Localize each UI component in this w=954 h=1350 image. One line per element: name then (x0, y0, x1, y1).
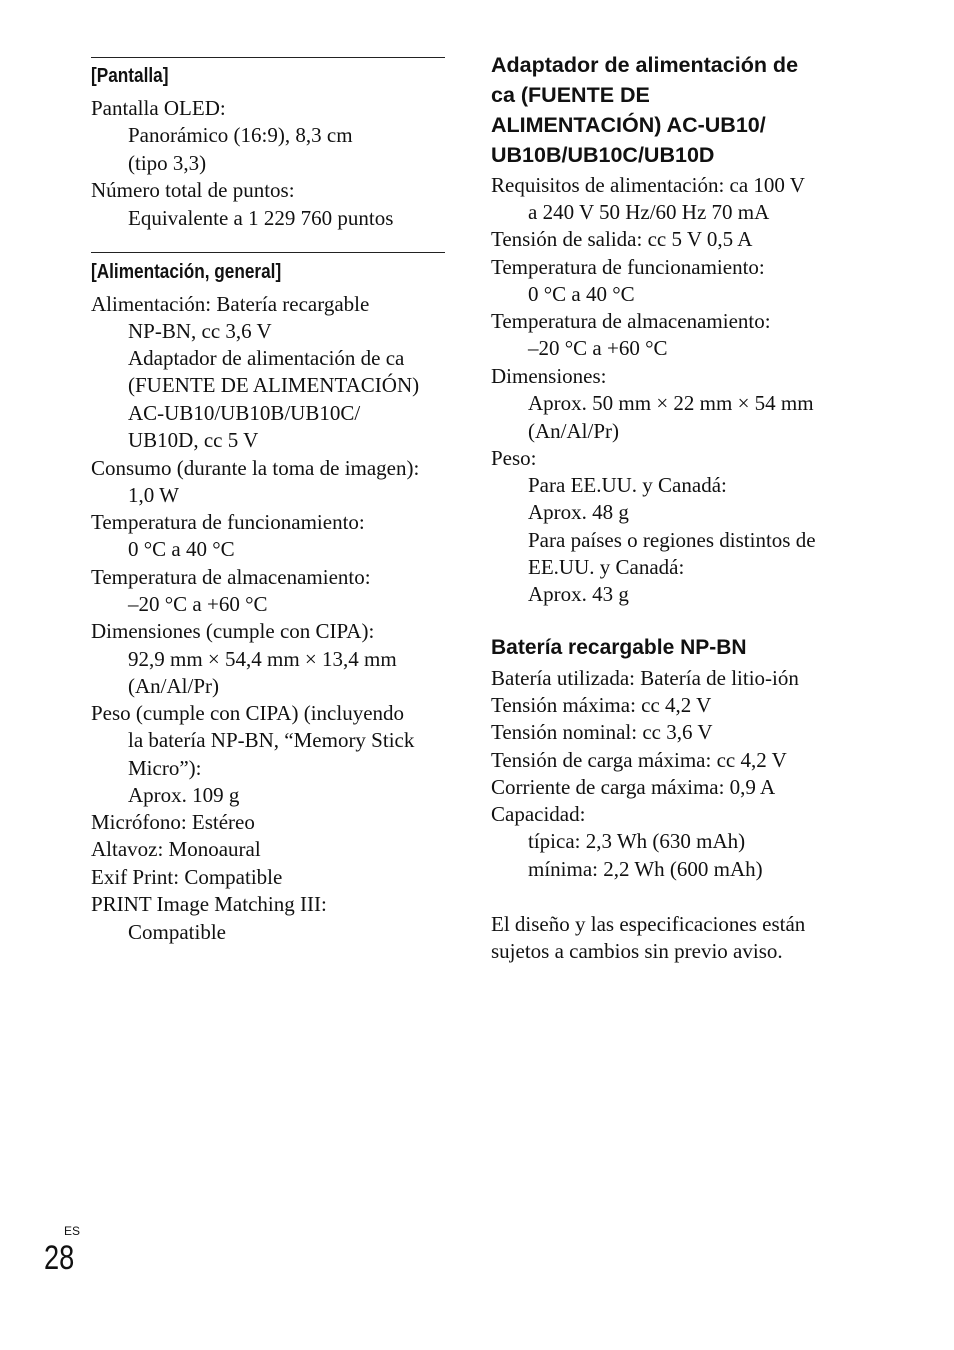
spec-line: Requisitos de alimentación: ca 100 V (491, 173, 805, 197)
spec-line: Pantalla OLED: (91, 96, 226, 120)
spec-line: Aprox. 50 mm × 22 mm × 54 mm (528, 391, 814, 415)
spec-line: NP-BN, cc 3,6 V (128, 319, 272, 343)
spec-line: Para EE.UU. y Canadá: (528, 473, 727, 497)
spec-line: Micro”): (128, 756, 202, 780)
spec-line: Alimentación: Batería recargable (91, 292, 370, 316)
spec-line: Aprox. 48 g (528, 500, 629, 524)
spec-line: Tensión nominal: cc 3,6 V (491, 720, 713, 744)
disclaimer-note: El diseño y las especificaciones están (491, 912, 806, 936)
spec-line: Peso (cumple con CIPA) (incluyendo (91, 701, 405, 725)
spec-line: UB10D, cc 5 V (128, 428, 259, 452)
spec-line: 92,9 mm × 54,4 mm × 13,4 mm (128, 647, 397, 671)
spec-line: Dimensiones: (491, 364, 607, 388)
adaptador-heading: Adaptador de alimentación de (491, 53, 799, 77)
spec-line: Altavoz: Monoaural (91, 837, 261, 861)
spec-line: la batería NP-BN, “Memory Stick (128, 728, 415, 752)
alimentacion-heading: [Alimentación, general] (91, 261, 282, 283)
bateria-heading: Batería recargable NP-BN (491, 636, 747, 659)
adaptador-heading: ca (FUENTE DE (491, 83, 650, 107)
spec-line: Número total de puntos: (91, 178, 295, 202)
page-number: 28 (44, 1239, 75, 1277)
spec-line: Temperatura de funcionamiento: (91, 510, 365, 534)
spec-line: Adaptador de alimentación de ca (128, 346, 405, 370)
spec-line: Para países o regiones distintos de (528, 528, 816, 552)
spec-line: a 240 V 50 Hz/60 Hz 70 mA (528, 200, 770, 224)
spec-line: Corriente de carga máxima: 0,9 A (491, 775, 776, 799)
spec-line: Micrófono: Estéreo (91, 810, 255, 834)
spec-line: 1,0 W (128, 483, 179, 507)
spec-line: Peso: (491, 446, 537, 470)
adaptador-heading: UB10B/UB10C/UB10D (491, 143, 715, 167)
spec-line: Capacidad: (491, 802, 586, 826)
spec-line: AC-UB10/UB10B/UB10C/ (128, 401, 361, 425)
spec-line: Consumo (durante la toma de imagen): (91, 456, 420, 480)
spec-line: (FUENTE DE ALIMENTACIÓN) (128, 373, 420, 397)
section-divider (91, 57, 445, 58)
spec-line: Equivalente a 1 229 760 puntos (128, 206, 394, 230)
spec-line: Tensión de carga máxima: cc 4,2 V (491, 748, 787, 772)
spec-line: –20 °C a +60 °C (528, 336, 668, 360)
spec-line: EE.UU. y Canadá: (528, 555, 685, 579)
spec-line: Exif Print: Compatible (91, 865, 283, 889)
spec-line: 0 °C a 40 °C (128, 537, 235, 561)
spec-line: Temperatura de almacenamiento: (91, 565, 371, 589)
spec-line: típica: 2,3 Wh (630 mAh) (528, 829, 746, 853)
spec-line: PRINT Image Matching III: (91, 892, 327, 916)
spec-line: 0 °C a 40 °C (528, 282, 635, 306)
language-code: ES (64, 1224, 81, 1238)
spec-line: Temperatura de almacenamiento: (491, 309, 771, 333)
spec-line: (An/Al/Pr) (528, 419, 619, 443)
spec-line: Dimensiones (cumple con CIPA): (91, 619, 375, 643)
spec-line: Aprox. 109 g (128, 783, 240, 807)
spec-line: Temperatura de funcionamiento: (491, 255, 765, 279)
spec-line: (An/Al/Pr) (128, 674, 219, 698)
spec-line: Panorámico (16:9), 8,3 cm (128, 123, 353, 147)
spec-line: Tensión máxima: cc 4,2 V (491, 693, 712, 717)
spec-line: mínima: 2,2 Wh (600 mAh) (528, 857, 763, 881)
spec-line: Aprox. 43 g (528, 582, 629, 606)
pantalla-heading: [Pantalla] (91, 65, 169, 87)
spec-line: Tensión de salida: cc 5 V 0,5 A (491, 227, 753, 251)
spec-line: (tipo 3,3) (128, 151, 207, 175)
spec-line: –20 °C a +60 °C (128, 592, 268, 616)
spec-line: Batería utilizada: Batería de litio-ión (491, 666, 799, 690)
disclaimer-note: sujetos a cambios sin previo aviso. (491, 939, 783, 963)
spec-line: Compatible (128, 920, 226, 944)
section-divider (91, 252, 445, 253)
adaptador-heading: ALIMENTACIÓN) AC-UB10/ (491, 113, 766, 137)
